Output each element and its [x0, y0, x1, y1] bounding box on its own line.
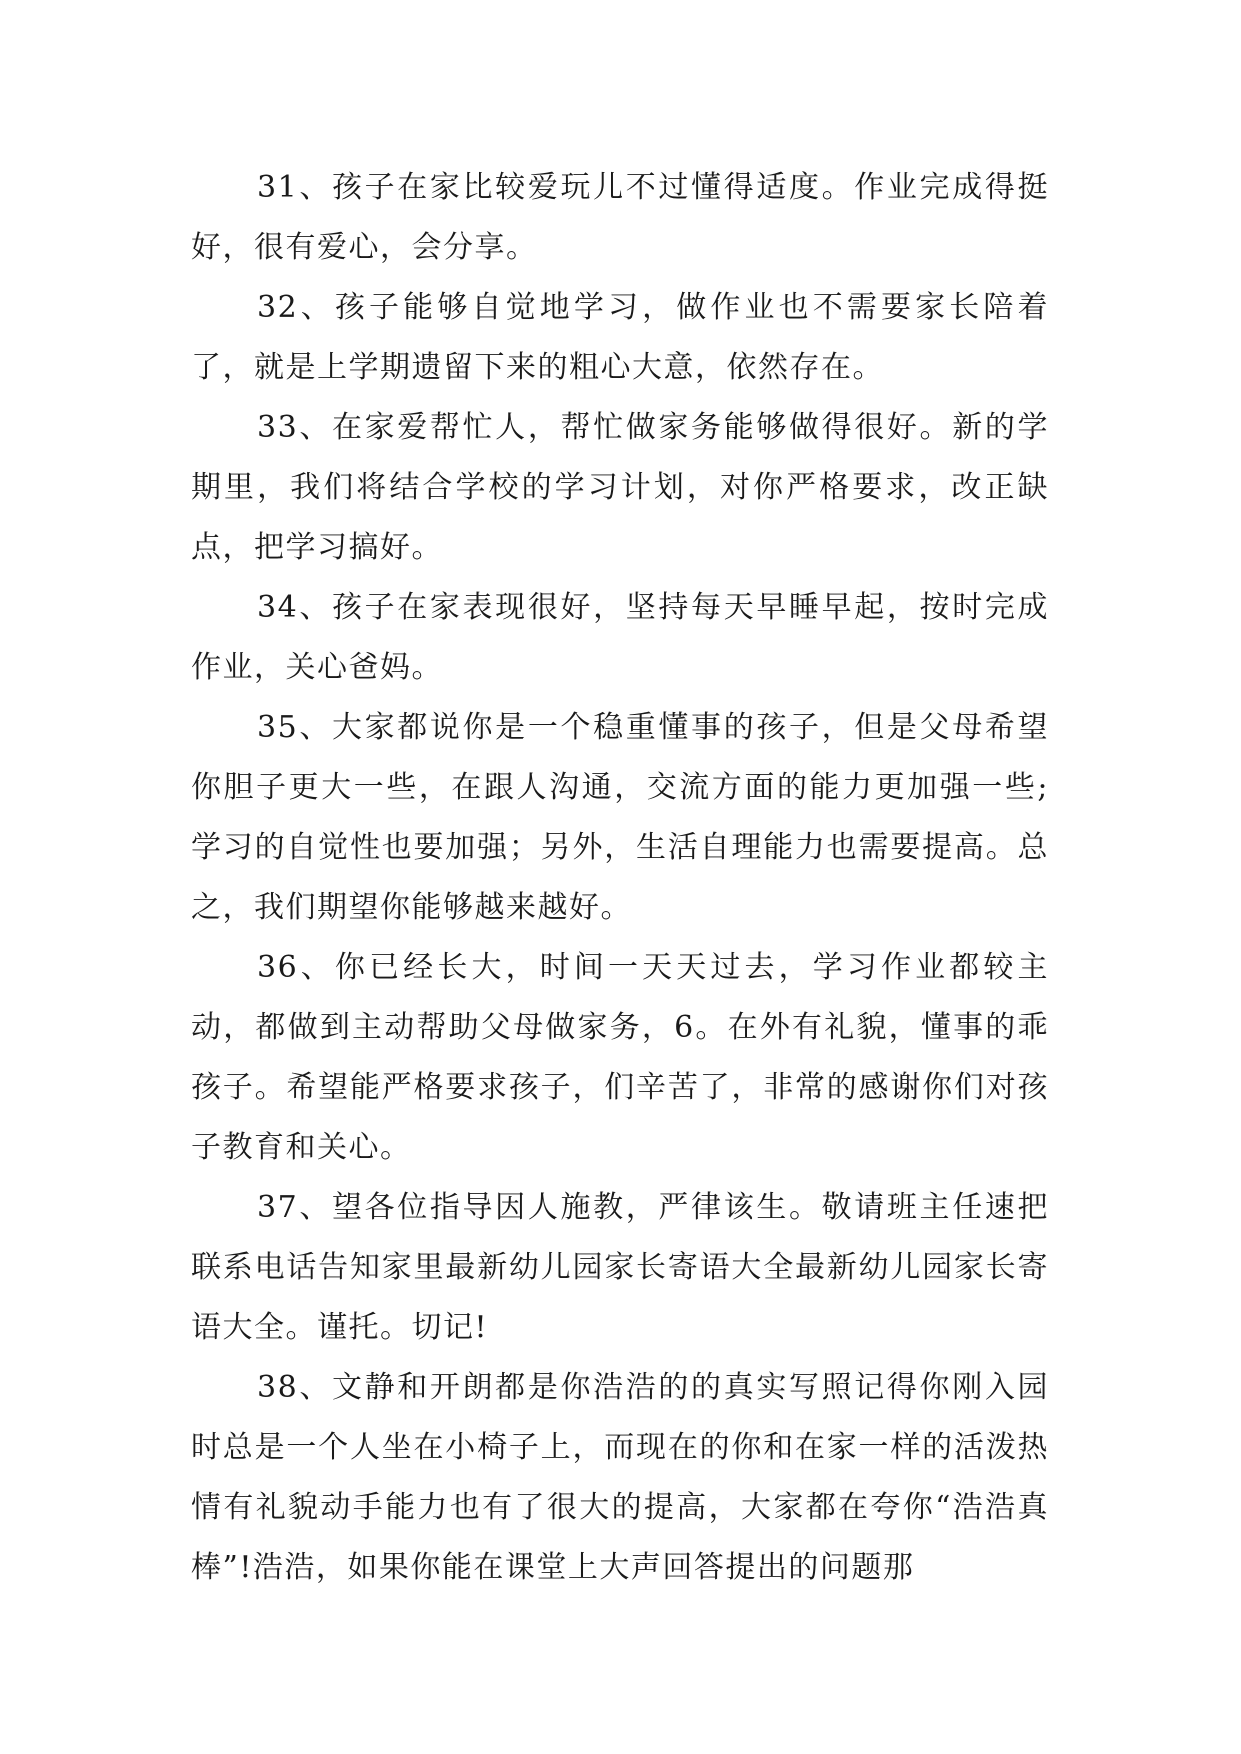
paragraph-33: 33、在家爱帮忙人，帮忙做家务能够做得很好。新的学期里，我们将结合学校的学习计划，对你严格要求，改正缺点，把学习搞好。 [191, 410, 1049, 565]
paragraph-38: 38、文静和开朗都是你浩浩的的真实写照记得你刚入园时总是一个人坐在小椅子上，而现在的你和在家一样的活泼热情有礼貌动手能力也有了很大的提高，大家都在夸你“浩浩真棒”!浩浩，如果你能在课堂上大声回答提出的问题那 [191, 1370, 1049, 1585]
document-body [191, 158, 1049, 1598]
paragraph-32: 32、孩子能够自觉地学习，做作业也不需要家长陪着了，就是上学期遗留下来的粗心大意，依然存在。 [191, 290, 1049, 385]
paragraph-36: 36、你已经长大，时间一天天过去，学习作业都较主动，都做到主动帮助父母做家务，6。在外有礼貌，懂事的乖孩子。希望能严格要求孩子，们辛苦了，非常的感谢你们对孩子教育和关心。 [191, 950, 1049, 1165]
paragraph-35: 35、大家都说你是一个稳重懂事的孩子，但是父母希望你胆子更大一些，在跟人沟通，交流方面的能力更加强一些;学习的自觉性也要加强；另外，生活自理能力也需要提高。总之，我们期望你能够越来越好。 [191, 710, 1049, 925]
paragraph-37: 37、望各位指导因人施教，严律该生。敬请班主任速把联系电话告知家里最新幼儿园家长寄语大全最新幼儿园家长寄语大全。谨托。切记! [191, 1190, 1049, 1345]
paragraph-34: 34、孩子在家表现很好，坚持每天早睡早起，按时完成作业，关心爸妈。 [191, 590, 1049, 685]
paragraph-31: 31、孩子在家比较爱玩儿不过懂得适度。作业完成得挺好，很有爱心，会分享。 [191, 170, 1049, 265]
